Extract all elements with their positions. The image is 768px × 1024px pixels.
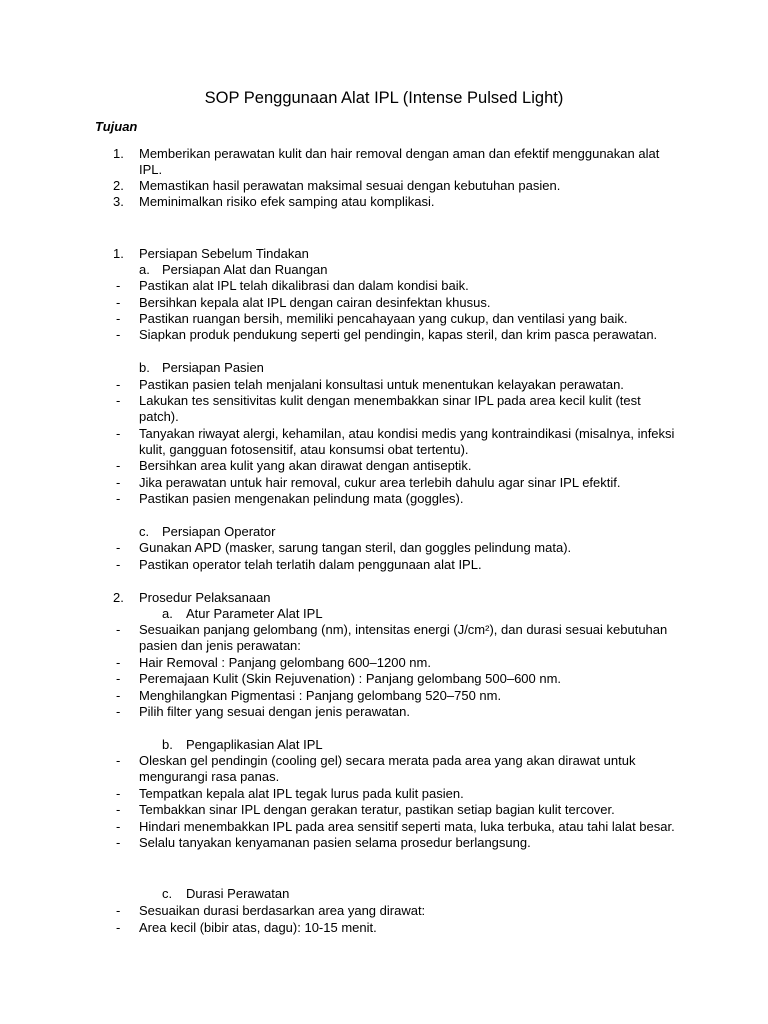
bullet-text: Sesuaikan panjang gelombang (nm), intensitas energi (J/cm²), dan durasi sesuai kebutuhan: [139, 622, 668, 637]
bullet-marker: -: [116, 377, 121, 392]
subsection-letter: a.: [162, 606, 173, 621]
bullet-marker: -: [116, 671, 121, 686]
bullet-text: Hindari menembakkan IPL pada area sensitif seperti mata, luka terbuka, atau tahi lalat besar.: [139, 819, 675, 834]
bullet-marker: -: [116, 327, 121, 342]
bullet-marker: -: [116, 802, 121, 817]
bullet-text: kulit, gangguan fotosensitif, atau konsumsi obat tertentu).: [139, 442, 469, 457]
bullet-text: Hair Removal : Panjang gelombang 600–1200 nm.: [139, 655, 431, 670]
bullet-marker: -: [116, 311, 121, 326]
subsection-heading: Persiapan Alat dan Ruangan: [162, 262, 328, 277]
bullet-text: Oleskan gel pendingin (cooling gel) secara merata pada area yang akan dirawat untuk: [139, 753, 636, 768]
bullet-marker: -: [116, 753, 121, 768]
subsection-heading: Durasi Perawatan: [186, 886, 290, 901]
section-heading: Persiapan Sebelum Tindakan: [139, 246, 309, 261]
bullet-marker: -: [116, 491, 121, 506]
section-heading: Prosedur Pelaksanaan: [139, 590, 271, 605]
bullet-text: Pastikan operator telah terlatih dalam penggunaan alat IPL.: [139, 557, 482, 572]
bullet-text: Menghilangkan Pigmentasi : Panjang gelombang 520–750 nm.: [139, 688, 502, 703]
bullet-marker: -: [116, 540, 121, 555]
bullet-marker: -: [116, 475, 121, 490]
bullet-text: Tembakkan sinar IPL dengan gerakan teratur, pastikan setiap bagian kulit tercover.: [139, 802, 615, 817]
bullet-marker: -: [116, 393, 121, 408]
bullet-text: Gunakan APD (masker, sarung tangan steril, dan goggles pelindung mata).: [139, 540, 572, 555]
bullet-marker: -: [116, 688, 121, 703]
list-item-text: Memastikan hasil perawatan maksimal sesuai dengan kebutuhan pasien.: [139, 178, 561, 193]
bullet-text: Sesuaikan durasi berdasarkan area yang dirawat:: [139, 903, 426, 918]
section-number: 2.: [113, 590, 124, 605]
bullet-text: Area kecil (bibir atas, dagu): 10-15 menit.: [139, 920, 377, 935]
bullet-text: Pilih filter yang sesuai dengan jenis perawatan.: [139, 704, 411, 719]
bullet-marker: -: [116, 903, 121, 918]
bullet-text: Pastikan alat IPL telah dikalibrasi dan dalam kondisi baik.: [139, 278, 469, 293]
bullet-text: Selalu tanyakan kenyamanan pasien selama prosedur berlangsung.: [139, 835, 531, 850]
bullet-marker: -: [116, 426, 121, 441]
bullet-text: Pastikan pasien telah menjalani konsultasi untuk menentukan kelayakan perawatan.: [139, 377, 624, 392]
list-number: 1.: [113, 146, 124, 161]
bullet-text: pasien dan jenis perawatan:: [139, 638, 301, 653]
bullet-text: Peremajaan Kulit (Skin Rejuvenation) : Panjang gelombang 500–600 nm.: [139, 671, 562, 686]
subsection-letter: a.: [139, 262, 150, 277]
bullet-marker: -: [116, 458, 121, 473]
bullet-marker: -: [116, 835, 121, 850]
subsection-heading: Atur Parameter Alat IPL: [186, 606, 323, 621]
list-item-text: Memberikan perawatan kulit dan hair removal dengan aman dan efektif menggunakan alat: [139, 146, 660, 161]
bullet-marker: -: [116, 655, 121, 670]
bullet-text: Pastikan ruangan bersih, memiliki pencahayaan yang cukup, dan ventilasi yang baik.: [139, 311, 628, 326]
subsection-heading: Persiapan Operator: [162, 524, 276, 539]
bullet-text: Lakukan tes sensitivitas kulit dengan menembakkan sinar IPL pada area kecil kulit (test: [139, 393, 641, 408]
bullet-marker: -: [116, 557, 121, 572]
section-heading-tujuan: Tujuan: [95, 119, 138, 134]
bullet-text: Bersihkan kepala alat IPL dengan cairan desinfektan khusus.: [139, 295, 491, 310]
section-number: 1.: [113, 246, 124, 261]
list-number: 3.: [113, 194, 124, 209]
subsection-letter: b.: [139, 360, 150, 375]
subsection-heading: Pengaplikasian Alat IPL: [186, 737, 323, 752]
bullet-marker: -: [116, 786, 121, 801]
bullet-marker: -: [116, 622, 121, 637]
bullet-text: Jika perawatan untuk hair removal, cukur area terlebih dahulu agar sinar IPL efektif.: [139, 475, 621, 490]
bullet-text: Bersihkan area kulit yang akan dirawat dengan antiseptik.: [139, 458, 472, 473]
page-title: SOP Penggunaan Alat IPL (Intense Pulsed Light): [204, 89, 564, 107]
bullet-text: Tanyakan riwayat alergi, kehamilan, atau kondisi medis yang kontraindikasi (misalnya, infeksi: [139, 426, 675, 441]
bullet-text: Tempatkan kepala alat IPL tegak lurus pada kulit pasien.: [139, 786, 464, 801]
bullet-marker: -: [116, 295, 121, 310]
subsection-letter: c.: [139, 524, 150, 539]
list-item-text: Meminimalkan risiko efek samping atau komplikasi.: [139, 194, 435, 209]
list-number: 2.: [113, 178, 124, 193]
list-item-text: IPL.: [139, 162, 163, 177]
bullet-text: patch).: [139, 409, 179, 424]
subsection-heading: Persiapan Pasien: [162, 360, 264, 375]
bullet-text: mengurangi rasa panas.: [139, 769, 280, 784]
bullet-marker: -: [116, 819, 121, 834]
bullet-text: Pastikan pasien mengenakan pelindung mata (goggles).: [139, 491, 464, 506]
bullet-marker: -: [116, 704, 121, 719]
subsection-letter: b.: [162, 737, 173, 752]
bullet-marker: -: [116, 920, 121, 935]
bullet-marker: -: [116, 278, 121, 293]
bullet-text: Siapkan produk pendukung seperti gel pendingin, kapas steril, dan krim pasca perawatan.: [139, 327, 658, 342]
subsection-letter: c.: [162, 886, 173, 901]
